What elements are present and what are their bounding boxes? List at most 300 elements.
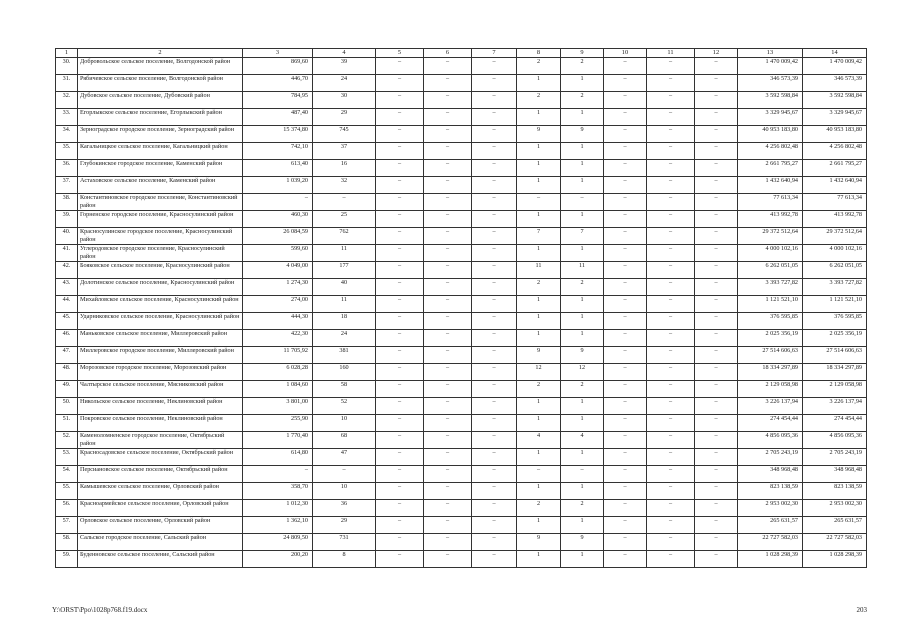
col-10: – [604,364,647,381]
column-number-3: 3 [243,49,313,58]
buildings: 1 [517,75,561,92]
table-row [56,92,867,109]
col-5: – [376,517,424,534]
cost-total: 2 129 058,98 [803,381,867,398]
document-path: Y:\ORST\Ppo\1028p768.f19.docx [52,606,148,614]
col-5: – [376,551,424,568]
column-number-row [56,49,867,58]
cost-total: 2 025 356,19 [803,330,867,347]
residents: 29 [313,109,376,126]
col-10: – [604,296,647,313]
buildings-total: 1 [561,483,604,500]
row-number: 51. [56,415,78,432]
cost: 2 025 356,19 [738,330,803,347]
buildings-total: 1 [561,330,604,347]
col-12: – [695,126,738,143]
col-10: – [604,415,647,432]
residents: 30 [313,92,376,109]
settlement-name: Каменоломненское городское поселение, Октябрьский район [78,432,243,449]
buildings: 2 [517,279,561,296]
col-10: – [604,500,647,517]
col-10: – [604,109,647,126]
settlement-name: Углеродовское городское поселение, Красносулинский район [78,245,243,262]
col-12: – [695,245,738,262]
col-11: – [647,58,695,75]
col-12: – [695,92,738,109]
cost: 274 454,44 [738,415,803,432]
cost: 376 595,85 [738,313,803,330]
col-6: – [424,347,472,364]
col-6: – [424,398,472,415]
col-12: – [695,296,738,313]
col-12: – [695,381,738,398]
col-5: – [376,500,424,517]
buildings: 9 [517,126,561,143]
settlement-name: Сальское городское поселение, Сальский район [78,534,243,551]
col-5: – [376,143,424,160]
residents: 11 [313,245,376,262]
row-number: 38. [56,194,78,211]
col-7: – [472,245,517,262]
col-12: – [695,313,738,330]
col-12: – [695,177,738,194]
col-10: – [604,245,647,262]
col-11: – [647,75,695,92]
residents: 381 [313,347,376,364]
settlement-name: Зерноградское городское поселение, Зерноградский район [78,126,243,143]
table-row [56,364,867,381]
col-5: – [376,245,424,262]
col-6: – [424,228,472,245]
table-row [56,534,867,551]
col-7: – [472,92,517,109]
col-10: – [604,211,647,228]
col-11: – [647,109,695,126]
col-7: – [472,177,517,194]
col-11: – [647,466,695,483]
residents: – [313,466,376,483]
col-12: – [695,517,738,534]
col-5: – [376,364,424,381]
col-12: – [695,211,738,228]
col-6: – [424,534,472,551]
cost-total: 22 727 582,03 [803,534,867,551]
settlement-name: Красноармейское сельское поселение, Орловский район [78,500,243,517]
col-10: – [604,466,647,483]
buildings-total: 2 [561,58,604,75]
buildings-total: 1 [561,75,604,92]
area: 869,60 [243,58,313,75]
col-5: – [376,466,424,483]
col-5: – [376,381,424,398]
col-7: – [472,126,517,143]
col-12: – [695,160,738,177]
table-row [56,211,867,228]
col-7: – [472,415,517,432]
row-number: 45. [56,313,78,330]
buildings-total: 9 [561,534,604,551]
buildings: 1 [517,177,561,194]
col-7: – [472,381,517,398]
area: 614,80 [243,449,313,466]
residents: 160 [313,364,376,381]
col-5: – [376,330,424,347]
col-5: – [376,92,424,109]
col-12: – [695,58,738,75]
area: 3 801,00 [243,398,313,415]
col-11: – [647,143,695,160]
cost-total: 29 372 512,64 [803,228,867,245]
col-6: – [424,432,472,449]
row-number: 57. [56,517,78,534]
buildings: – [517,194,561,211]
row-number: 56. [56,500,78,517]
buildings: 2 [517,92,561,109]
residents: 29 [313,517,376,534]
col-5: – [376,279,424,296]
buildings-total: 1 [561,211,604,228]
col-10: – [604,398,647,415]
cost-total: 823 138,59 [803,483,867,500]
col-6: – [424,126,472,143]
cost-total: 1 028 298,39 [803,551,867,568]
table-row [56,245,867,262]
row-number: 41. [56,245,78,262]
residents: 47 [313,449,376,466]
column-number-2: 2 [78,49,243,58]
col-10: – [604,58,647,75]
col-12: – [695,364,738,381]
column-number-11: 11 [647,49,695,58]
row-number: 52. [56,432,78,449]
buildings-total: – [561,466,604,483]
col-11: – [647,500,695,517]
cost-total: 346 573,39 [803,75,867,92]
col-6: – [424,517,472,534]
col-6: – [424,415,472,432]
cost-total: 274 454,44 [803,415,867,432]
cost: 4 256 802,48 [738,143,803,160]
settlement-name: Камышевское сельское поселение, Орловский район [78,483,243,500]
settlement-name: Миллеровское городское поселение, Миллеровский район [78,347,243,364]
column-number-6: 6 [424,49,472,58]
col-12: – [695,109,738,126]
residents: 24 [313,75,376,92]
cost-total: 4 856 095,36 [803,432,867,449]
col-7: – [472,551,517,568]
col-7: – [472,228,517,245]
area: 200,20 [243,551,313,568]
buildings: 2 [517,58,561,75]
cost: 27 514 606,63 [738,347,803,364]
area: 1 274,30 [243,279,313,296]
col-5: – [376,415,424,432]
col-11: – [647,262,695,279]
table-row [56,143,867,160]
area: – [243,466,313,483]
row-number: 31. [56,75,78,92]
col-10: – [604,551,647,568]
column-number-7: 7 [472,49,517,58]
buildings-total: 1 [561,160,604,177]
col-12: – [695,262,738,279]
buildings-total: 2 [561,279,604,296]
residents: 10 [313,415,376,432]
col-7: – [472,432,517,449]
area: 11 705,92 [243,347,313,364]
cost-total: 40 953 183,80 [803,126,867,143]
area: 742,10 [243,143,313,160]
settlement-name: Егорлыкское сельское поселение, Егорлыкский район [78,109,243,126]
col-7: – [472,449,517,466]
buildings-total: 1 [561,296,604,313]
cost-total: 1 432 640,94 [803,177,867,194]
col-10: – [604,483,647,500]
cost-total: 4 256 802,48 [803,143,867,160]
settlement-name: Глубокинское городское поселение, Каменский район [78,160,243,177]
cost: 3 329 945,67 [738,109,803,126]
cost-total: 265 631,57 [803,517,867,534]
col-5: – [376,211,424,228]
col-7: – [472,58,517,75]
buildings-total: 1 [561,551,604,568]
col-5: – [376,126,424,143]
table-row [56,58,867,75]
buildings: 2 [517,500,561,517]
buildings-total: 1 [561,177,604,194]
row-number: 37. [56,177,78,194]
row-number: 34. [56,126,78,143]
cost: 1 121 521,10 [738,296,803,313]
col-5: – [376,398,424,415]
residents: 762 [313,228,376,245]
col-11: – [647,347,695,364]
area: 1 362,10 [243,517,313,534]
cost-total: 1 470 009,42 [803,58,867,75]
buildings-total: 1 [561,517,604,534]
cost-total: 27 514 606,63 [803,347,867,364]
col-7: – [472,534,517,551]
col-6: – [424,245,472,262]
col-6: – [424,500,472,517]
residents: 16 [313,160,376,177]
col-6: – [424,466,472,483]
col-11: – [647,551,695,568]
col-5: – [376,177,424,194]
table-row [56,330,867,347]
cost-total: 1 121 521,10 [803,296,867,313]
buildings: 1 [517,211,561,228]
col-11: – [647,245,695,262]
col-5: – [376,432,424,449]
row-number: 55. [56,483,78,500]
col-11: – [647,381,695,398]
column-number-9: 9 [561,49,604,58]
area: 6 028,28 [243,364,313,381]
area: 446,70 [243,75,313,92]
col-11: – [647,296,695,313]
row-number: 42. [56,262,78,279]
column-number-5: 5 [376,49,424,58]
table-row [56,415,867,432]
col-10: – [604,313,647,330]
settlement-name: Бояковское сельское поселение, Красносулинский район [78,262,243,279]
buildings-total: 11 [561,262,604,279]
table-row [56,517,867,534]
col-11: – [647,364,695,381]
col-5: – [376,109,424,126]
table-row [56,313,867,330]
col-11: – [647,398,695,415]
col-11: – [647,449,695,466]
col-12: – [695,75,738,92]
row-number: 30. [56,58,78,75]
settlement-name: Персиановское сельское поселение, Октябрьский район [78,466,243,483]
buildings: 1 [517,330,561,347]
buildings: 2 [517,381,561,398]
cost: 6 262 051,05 [738,262,803,279]
col-10: – [604,347,647,364]
area: – [243,194,313,211]
residents: 52 [313,398,376,415]
col-7: – [472,262,517,279]
cost-total: 2 705 243,19 [803,449,867,466]
buildings: 1 [517,313,561,330]
area: 1 039,20 [243,177,313,194]
row-number: 46. [56,330,78,347]
col-7: – [472,517,517,534]
col-6: – [424,296,472,313]
row-number: 47. [56,347,78,364]
col-6: – [424,551,472,568]
settlement-name: Красносадовское сельское поселение, Октябрьский район [78,449,243,466]
col-6: – [424,194,472,211]
buildings-total: 1 [561,449,604,466]
column-number-10: 10 [604,49,647,58]
settlement-name: Ударниковское сельское поселение, Красносулинский район [78,313,243,330]
buildings: 1 [517,160,561,177]
col-10: – [604,92,647,109]
cost-total: 3 226 137,94 [803,398,867,415]
residents: 68 [313,432,376,449]
cost: 3 393 727,82 [738,279,803,296]
col-7: – [472,398,517,415]
residents: 8 [313,551,376,568]
column-number-4: 4 [313,49,376,58]
cost: 1 432 640,94 [738,177,803,194]
col-6: – [424,262,472,279]
row-number: 48. [56,364,78,381]
table-row [56,296,867,313]
settlement-name: Михайловское сельское поселение, Красносулинский район [78,296,243,313]
col-12: – [695,279,738,296]
cost-total: 2 661 795,27 [803,160,867,177]
col-11: – [647,415,695,432]
residents: 177 [313,262,376,279]
col-11: – [647,92,695,109]
col-6: – [424,177,472,194]
buildings: 1 [517,398,561,415]
col-10: – [604,279,647,296]
cost: 265 631,57 [738,517,803,534]
col-6: – [424,160,472,177]
residents: 37 [313,143,376,160]
col-5: – [376,534,424,551]
buildings-total: 1 [561,143,604,160]
col-11: – [647,432,695,449]
area: 599,60 [243,245,313,262]
col-5: – [376,313,424,330]
column-number-14: 14 [803,49,867,58]
col-7: – [472,483,517,500]
area: 358,70 [243,483,313,500]
residents: 39 [313,58,376,75]
table-row [56,279,867,296]
buildings: 1 [517,449,561,466]
col-7: – [472,75,517,92]
col-7: – [472,109,517,126]
area: 487,40 [243,109,313,126]
buildings-total: 1 [561,313,604,330]
col-7: – [472,347,517,364]
settlement-name: Маньковское сельское поселение, Миллеровский район [78,330,243,347]
row-number: 59. [56,551,78,568]
cost: 413 992,78 [738,211,803,228]
buildings: 12 [517,364,561,381]
col-6: – [424,483,472,500]
col-5: – [376,449,424,466]
col-5: – [376,347,424,364]
area: 24 809,50 [243,534,313,551]
col-7: – [472,160,517,177]
col-7: – [472,500,517,517]
buildings: 9 [517,347,561,364]
residents: 36 [313,500,376,517]
col-10: – [604,160,647,177]
buildings: 11 [517,262,561,279]
col-12: – [695,432,738,449]
cost-total: 77 613,34 [803,194,867,211]
settlement-name: Долотинское сельское поселение, Красносулинский район [78,279,243,296]
row-number: 44. [56,296,78,313]
settlement-name: Кагальницкое сельское поселение, Кагальницкий район [78,143,243,160]
col-11: – [647,194,695,211]
col-10: – [604,177,647,194]
row-number: 35. [56,143,78,160]
cost: 1 470 009,42 [738,58,803,75]
buildings: 1 [517,143,561,160]
cost: 22 727 582,03 [738,534,803,551]
table-row [56,432,867,449]
table-row [56,109,867,126]
row-number: 39. [56,211,78,228]
col-12: – [695,143,738,160]
row-number: 50. [56,398,78,415]
buildings-total: 7 [561,228,604,245]
col-10: – [604,534,647,551]
col-6: – [424,381,472,398]
cost: 3 226 137,94 [738,398,803,415]
buildings: 1 [517,109,561,126]
table-row [56,551,867,568]
col-7: – [472,364,517,381]
cost-total: 3 592 598,84 [803,92,867,109]
col-6: – [424,279,472,296]
buildings-total: 1 [561,398,604,415]
col-10: – [604,262,647,279]
settlement-name: Никольское сельское поселение, Неклиновский район [78,398,243,415]
col-12: – [695,398,738,415]
